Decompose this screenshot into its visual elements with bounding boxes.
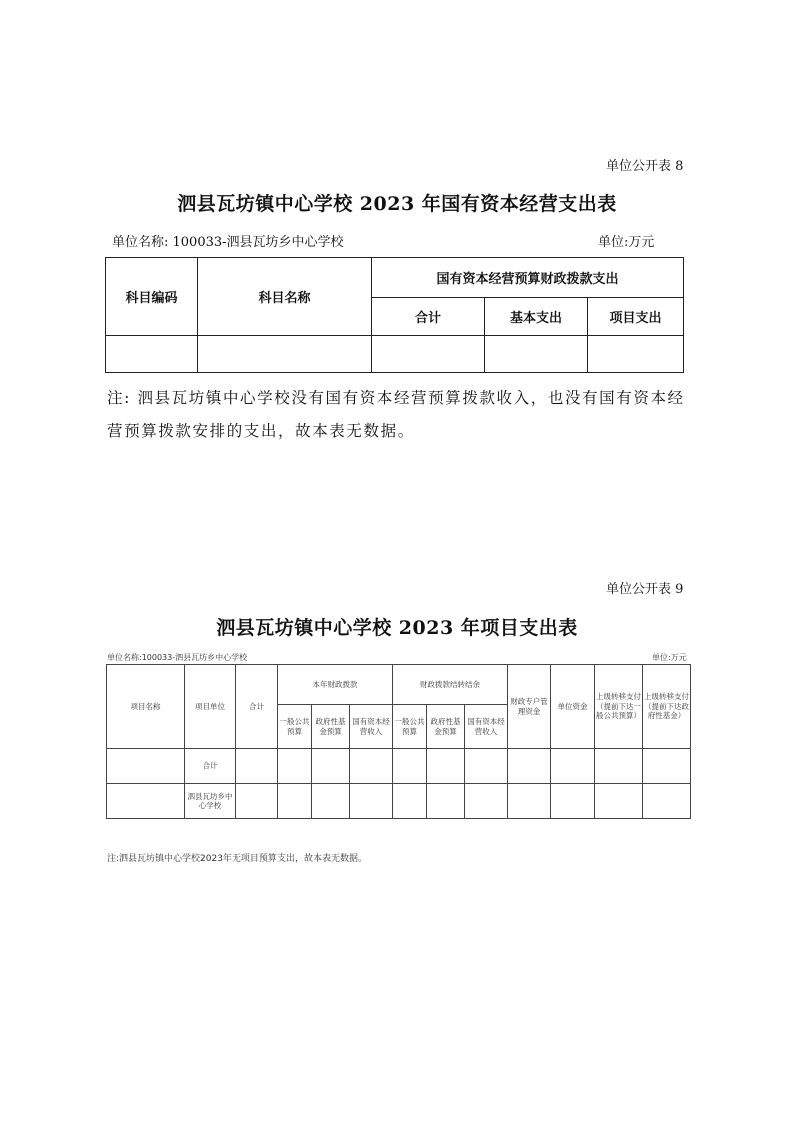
row-school-label: 泗县瓦坊乡中心学校	[185, 784, 236, 819]
table-cell	[427, 784, 465, 819]
header-total: 合计	[372, 298, 485, 336]
page-title: 泗县瓦坊镇中心学校 2023 年国有资本经营支出表	[177, 193, 617, 215]
table-cell	[427, 749, 465, 784]
table-cell	[107, 784, 185, 819]
table-row	[106, 336, 684, 373]
table-cell	[508, 784, 551, 819]
unit-name: 单位名称: 100033-泗县瓦坊乡中心学校	[112, 235, 344, 250]
header-own-funds: 单位资金	[551, 665, 595, 749]
header-carryover: 财政拨款结转结余	[393, 665, 508, 705]
state-capital-expenditure-table	[105, 257, 684, 373]
header-fund-budget: 政府性基金预算	[312, 705, 350, 749]
table-cell	[278, 749, 312, 784]
header-state-capital: 国有资本经营收入	[350, 705, 393, 749]
table-tag: 单位公开表 9	[606, 582, 684, 597]
table-cell	[551, 749, 595, 784]
table-cell	[312, 749, 350, 784]
table-tag: 单位公开表 8	[606, 159, 684, 174]
header-subject-name: 科目名称	[198, 258, 372, 336]
unit-name: 单位名称:100033-泗县瓦坊乡中心学校	[107, 653, 248, 662]
header-subject-code: 科目编码	[106, 258, 198, 336]
header-current-year: 本年财政拨款	[278, 665, 393, 705]
project-expenditure-table	[106, 664, 691, 819]
header-project-unit: 项目单位	[185, 665, 236, 749]
header-group: 国有资本经营预算财政拨款支出	[372, 258, 684, 298]
table-cell	[372, 336, 485, 373]
header-project-name: 项目名称	[107, 665, 185, 749]
table-cell	[465, 749, 508, 784]
header-state-capital: 国有资本经营收入	[465, 705, 508, 749]
table-row	[107, 784, 691, 819]
table-cell	[595, 784, 643, 819]
table-cell	[198, 336, 372, 373]
table-cell	[508, 749, 551, 784]
header-transfer-fund: 上级转移支付（提前下达政府性基金）	[643, 665, 691, 749]
table-row	[107, 749, 691, 784]
table-cell	[465, 784, 508, 819]
page-title: 泗县瓦坊镇中心学校 2023 年项目支出表	[216, 617, 578, 639]
table-cell	[643, 784, 691, 819]
row-total-label: 合计	[185, 749, 236, 784]
header-special-account: 财政专户管理资金	[508, 665, 551, 749]
table-cell	[350, 749, 393, 784]
unit-label: 单位:万元	[652, 653, 687, 662]
table-cell	[236, 749, 278, 784]
header-total: 合计	[236, 665, 278, 749]
header-general-budget: 一般公共预算	[393, 705, 427, 749]
table-cell	[278, 784, 312, 819]
note-text: 注: 泗县瓦坊镇中心学校没有国有资本经营预算拨款收入，也没有国有资本经营预算拨款安排的支出，故本表无数据。	[107, 389, 685, 440]
table-cell	[588, 336, 684, 373]
header-transfer-general: 上级转移支付（提前下达一般公共预算）	[595, 665, 643, 749]
table-cell	[236, 784, 278, 819]
table-cell	[312, 784, 350, 819]
table-cell	[643, 749, 691, 784]
header-project: 项目支出	[588, 298, 684, 336]
table-cell	[393, 784, 427, 819]
unit-label: 单位:万元	[598, 235, 655, 250]
table-cell	[106, 336, 198, 373]
table-cell	[107, 749, 185, 784]
note-text: 注:泗县瓦坊镇中心学校2023年无项目预算支出，故本表无数据。	[107, 854, 367, 864]
header-fund-budget: 政府性基金预算	[427, 705, 465, 749]
table-cell	[485, 336, 588, 373]
table-cell	[551, 784, 595, 819]
table-cell	[393, 749, 427, 784]
table-cell	[350, 784, 393, 819]
table-cell	[595, 749, 643, 784]
header-general-budget: 一般公共预算	[278, 705, 312, 749]
header-basic: 基本支出	[485, 298, 588, 336]
